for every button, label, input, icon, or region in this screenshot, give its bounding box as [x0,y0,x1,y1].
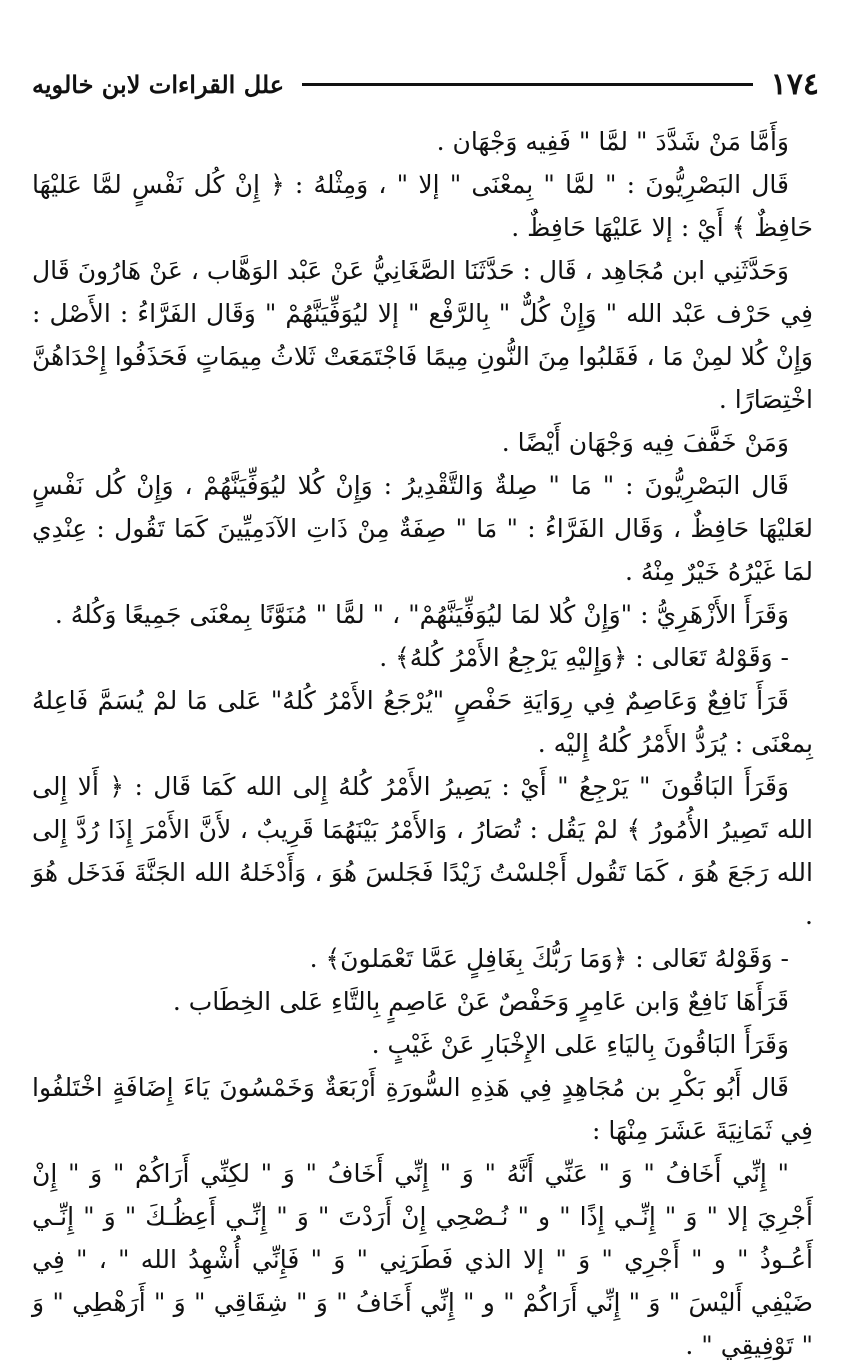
paragraph: وَحَدَّثَنِي ابن مُجَاهِد ، قَال : حَدَّثَنَا الصَّغَانِيُّ عَنْ عَبْد الوَهَّاب ، عَنْ هَارُونَ قَال فِي حَرْف عَبْد الله " وَإِنْ كُلٌّ " بِالرَّفْع " إلا ليُوَفِّيَنَّهُمْ " وَقَال الفَرَّاءُ : الأَصْل : وَإِنْ كُلا لمِنْ مَا ، فَقَلبُوا مِنَ النُّونِ مِيمًا فَاجْتَمَعَتْ ثَلاثُ مِيمَاتٍ فَحَذَفُوا إِحْدَاهُنَّ اخْتِصَارًا . [32,256,813,414]
paragraph: وَقَرَأَ البَاقُونَ " يَرْجِعُ " أَيْ : يَصِيرُ الأَمْرُ كُلهُ إِلى الله كَمَا قَال : ﴿ أَلا إِلى الله تَصِيرُ الأُمُورُ ﴾ لمْ يَقُل : تُصَارُ ، وَالأَمْرُ بَيْنَهُمَا قَرِيبٌ ، لأَنَّ الأَمْرَ إِذَا رُدَّ إِلى الله رَجَعَ هُوَ ، كَمَا تَقُول أَجْلسْتُ زَيْدًا فَجَلسَ هُوَ ، وَأَدْخَلهُ الله الجَنَّةَ فَدَخَل هُوَ . [32,772,813,930]
page-number: ١٧٤ [770,66,819,102]
running-title: علل القراءات لابن خالويه [32,69,285,99]
paragraph: وَمَنْ خَفَّفَ فِيه وَجْهَان أَيْضًا . [501,428,789,457]
paragraph: قَال البَصْرِيُّونَ : " لمَّا " بِمعْنَى " إلا " ، وَمِثْلهُ : ﴿ إِنْ كُل نَفْسٍ لمَّا عَليْهَا حَافِظٌ ﴾ أَيْ : إلا عَليْهَا حَافِظٌ . [32,170,813,242]
paragraph: " إِنِّي أَخَافُ " وَ " عَنِّي أَنَّهُ " وَ " إِنِّي أَخَافُ " وَ " لكِنِّي أَرَاكُمْ " وَ " إِنْ أَجْرِيَ إلا " وَ " إِنِّـي إِذًا " و " نُـصْحِي إِنْ أَرَدْتَ " وَ " إِنِّـي أَعِظُـكَ " وَ " إِنِّـي أَعُـوذُ " و " أَجْرِي " وَ " إلا الذي فَطَرَنِي " وَ " فَإِنِّي أُشْهِدُ الله " ، " فِي ضَيْفِي أَليْسَ " وَ " إِنِّي أَرَاكُمْ " و " إِنِّي أَخَافُ " وَ " شِقَاقِي " وَ " أَرَهْطِي " وَ " تَوْفِيقِي " . [32,1159,813,1360]
paragraph: قَال البَصْرِيُّونَ : " مَا " صِلةٌ وَالتَّقْدِيرُ : وَإِنْ كُلا ليُوَفِّيَنَّهُمْ ، وَإِنْ كُل نَفْسٍ لعَليْهَا حَافِظٌ ، وَقَال الفَرَّاءُ : " مَا " صِفَةٌ مِنْ ذَاتِ الآدَمِيِّينَ كَمَا تَقُول : عِنْدِي لمَا غَيْرُهُ خَيْرٌ مِنْهُ . [32,471,813,586]
page-header [32,62,819,106]
paragraph: - وَقَوْلهُ تَعَالى : ﴿وَمَا رَبُّكَ بِغَافِلٍ عَمَّا تَعْمَلونَ﴾ . [309,944,789,973]
paragraph: وَقَرَأَ البَاقُونَ بِاليَاءِ عَلى الإِخْبَارِ عَنْ غَيْبٍ . [371,1030,789,1059]
paragraph: قَال أَبُو بَكْرِ بن مُجَاهِدٍ فِي هَذِهِ السُّورَةِ أَرْبَعَةٌ وَخَمْسُونَ يَاءَ إِضَافَةٍ اخْتَلفُوا فِي ثَمَانِيَةَ عَشَرَ مِنْهَا : [32,1073,813,1145]
paragraph: وَأَمَّا مَنْ شَدَّدَ " لمَّا " فَفِيه وَجْهَان . [436,127,789,156]
body-text [32,120,813,1367]
header-rule [302,83,753,86]
paragraph: - وَقَوْلهُ تَعَالى : ﴿وَإِليْهِ يَرْجِعُ الأَمْرُ كُلهُ﴾ . [379,643,789,672]
paragraph: قَرَأَهَا نَافِعٌ وَابن عَامِرٍ وَحَفْصٌ عَنْ عَاصِمٍ بِالتَّاءِ عَلى الخِطَاب . [172,987,789,1016]
paragraph: وَقَرَأَ الأَزْهَرِيُّ : "وَإِنْ كُلا لمَا ليُوَفِّيَنَّهُمْ" ، " لمًّا " مُنَوَّنًا بِمعْنَى جَمِيعًا وَكُلهُ . [54,600,789,629]
paragraph: قَرَأَ نَافِعٌ وَعَاصِمٌ فِي رِوَايَةِ حَفْصٍ "يُرْجَعُ الأَمْرُ كُلهُ" عَلى مَا لمْ يُسَمَّ فَاعِلهُ بِمعْنَى : يُرَدُّ الأَمْرُ كُلهُ إِليْه . [32,686,813,758]
